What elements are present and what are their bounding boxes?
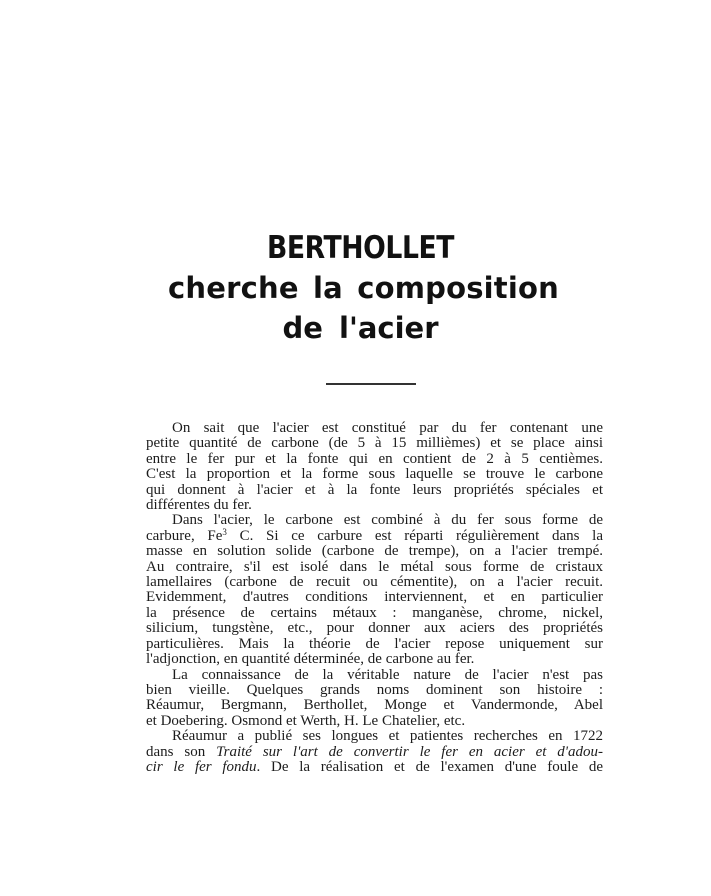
article-body	[146, 421, 603, 775]
text-line: la présence de certains métaux : manganèse, chrome, nickel,	[146, 604, 603, 621]
text-line: différentes du fer.	[146, 497, 252, 514]
text-fragment: dans son	[146, 743, 217, 760]
title-line-3: de l'acier	[282, 311, 439, 345]
text-line: petite quantité de carbone (de 5 à 15 millièmes) et se place ainsi	[146, 435, 603, 452]
text-line: entre le fer pur et la fonte qui en contient de 2 à 5 centièmes.	[146, 450, 603, 467]
text-line	[146, 760, 603, 775]
title-divider	[326, 383, 416, 385]
paragraph-4	[146, 729, 603, 775]
text-line: Réaumur a publié ses longues et patientes recherches en 1722	[172, 728, 603, 745]
text-line-formula	[146, 526, 603, 544]
text-line: bien vieille. Quelques grands noms dominent son histoire :	[146, 681, 603, 698]
text-line: Evidemment, d'autres conditions interviennent, et en particulier	[146, 589, 603, 606]
paragraph-1	[146, 421, 603, 513]
text-fragment: . De la réalisation et de l'examen d'une foule de	[256, 758, 604, 775]
text-line: Au contraire, s'il est isolé dans le métal sous forme de cristaux	[146, 558, 603, 575]
subscript-3: 3	[222, 526, 227, 537]
book-title-italic: Traité sur l'art de convertir le fer en acier et d'adou-	[216, 743, 603, 760]
paragraph-3	[146, 668, 603, 730]
text-fragment: C. Si ce carbure est réparti régulièrement dans la	[226, 527, 603, 544]
text-line: particulières. Mais la théorie de l'acier repose uniquement sur	[146, 635, 603, 652]
title-line-2: cherche la composition	[167, 271, 559, 305]
text-line: et Doebering. Osmond et Werth, H. Le Chatelier, etc.	[146, 712, 466, 729]
text-line: lamellaires (carbone de recuit ou cémentite), on a l'acier recuit.	[146, 574, 603, 591]
text-line: On sait que l'acier est constitué par du fer contenant une	[172, 420, 603, 436]
book-title-italic: cir le fer fondu	[146, 758, 257, 775]
paragraph-2	[146, 513, 603, 667]
text-line: Dans l'acier, le carbone est combiné à du fer sous forme de	[172, 512, 603, 529]
text-fragment: carbure, Fe	[146, 527, 223, 544]
text-line: La connaissance de la véritable nature de l'acier n'est pas	[172, 666, 603, 683]
text-line: l'adjonction, en quantité déterminée, de carbone au fer.	[146, 651, 475, 668]
text-line: qui donnent à l'acier et à la fonte leurs propriétés spéciales et	[146, 481, 603, 498]
text-line: masse en solution solide (carbone de trempe), on a l'acier trempé.	[146, 543, 603, 560]
text-line: C'est la proportion et la forme sous laquelle se trouve le carbone	[146, 466, 603, 483]
text-line: silicium, tungstène, etc., pour donner aux aciers des propriétés	[146, 620, 603, 637]
article-title	[0, 228, 711, 348]
title-main: BERTHOLLET	[266, 230, 455, 266]
text-line: Réaumur, Bergmann, Berthollet, Monge et Vandermonde, Abel	[146, 697, 603, 714]
text-line	[146, 745, 603, 760]
